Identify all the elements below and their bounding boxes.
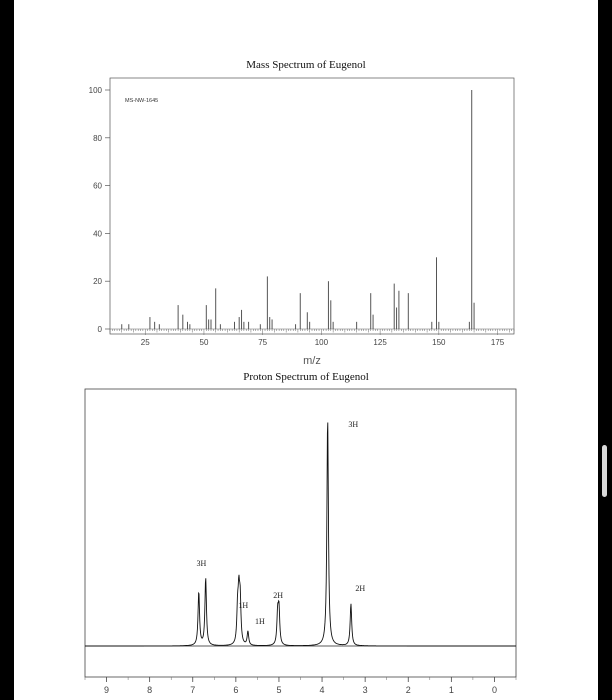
ms-y-tick-label: 0 [97,325,102,334]
nmr-integral-label: 1H [238,601,249,610]
nmr-integral-label: 2H [355,584,366,593]
nmr-x-tick-label: 4 [319,685,325,695]
nmr-x-tick-label: 6 [233,685,239,695]
nmr-plot-frame [85,389,516,677]
nmr-title: Proton Spectrum of Eugenol [243,371,369,383]
nmr-x-tick-label: 0 [491,685,497,695]
nmr-integral-labels [196,420,365,626]
nmr-integral-label: 3H [196,559,207,568]
nmr-trace [85,423,516,647]
nmr-x-tick-label: 8 [147,685,153,695]
ms-y-tick-label: 60 [93,181,102,191]
nmr-x-tick-label: 3 [362,685,368,695]
ms-y-tick-label: 40 [93,229,102,239]
ms-x-tick-label: 50 [199,338,209,347]
nmr-axes [85,677,516,695]
ms-xlabel: m/z [303,355,321,367]
nmr-x-tick-label: 1 [448,685,454,695]
ms-x-tick-label: 75 [258,338,268,347]
nmr-x-tick-label: 9 [104,685,110,695]
ms-source-label: MS-NW-1645 [125,98,159,104]
ms-x-tick-label: 25 [140,338,150,347]
ms-x-tick-label: 150 [432,338,446,347]
ms-x-tick-label: 100 [314,338,329,347]
nmr-integral-label: 3H [348,420,359,429]
nmr-x-tick-label: 5 [276,685,282,695]
ms-y-tick-label: 100 [88,86,102,95]
nmr-integral-label: 2H [273,591,283,600]
ms-y-tick-label: 20 [93,277,102,287]
ms-title: Mass Spectrum of Eugenol [246,59,366,71]
nmr-x-tick-label: 2 [405,685,411,695]
nmr-integral-label: 1H [255,617,265,626]
ms-y-tick-label: 80 [93,133,102,143]
ms-x-tick-label: 125 [373,338,387,347]
nmr-x-tick-label: 7 [190,685,196,695]
ms-x-tick-label: 175 [490,338,505,347]
